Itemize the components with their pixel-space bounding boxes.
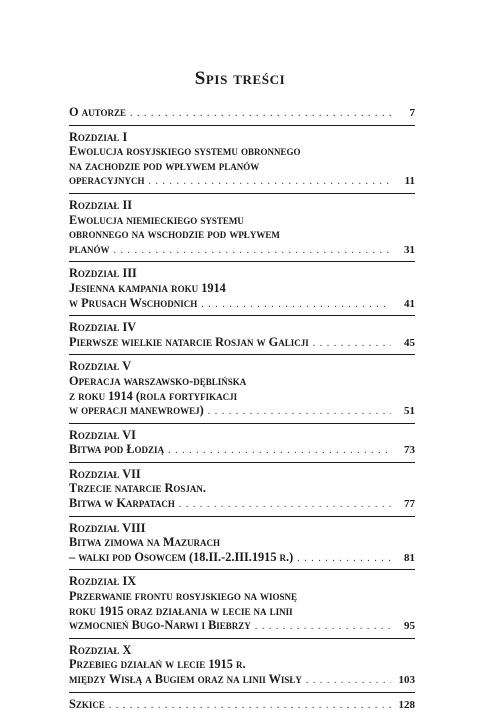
chapter-label: Rozdział VI — [69, 427, 136, 442]
toc-line-with-page — [69, 296, 415, 313]
toc-entry — [69, 697, 415, 713]
chapter-title-line: operacyjnych — [69, 173, 145, 188]
chapter-title-line: w operacji manewrowej) — [69, 403, 204, 418]
toc-line-with-page — [69, 242, 415, 259]
chapter-title-line: wzmocnień Bugo-Narwi i Biebrzy — [69, 618, 251, 633]
chapter-label: Rozdział IX — [69, 574, 137, 589]
page-number: 41 — [404, 297, 415, 310]
toc-entry — [69, 130, 415, 190]
divider — [69, 692, 415, 693]
chapter-title-line: Przerwanie frontu rosyjskiego na wiosnę — [69, 589, 298, 604]
chapter-title-line: roku 1915 oraz działania w lecie na linii — [69, 603, 293, 618]
dot-leader — [208, 405, 391, 420]
toc-line-with-page — [69, 442, 415, 459]
toc-line-with-page — [69, 496, 415, 513]
dot-leader — [255, 620, 391, 635]
toc-line-with-page — [69, 618, 415, 635]
page-number: 7 — [409, 107, 415, 119]
toc-entry — [69, 428, 415, 459]
page-number: 11 — [404, 175, 415, 188]
toc-entry — [69, 198, 415, 258]
toc-line-with-page — [69, 550, 415, 567]
chapter-label: Rozdział III — [69, 266, 137, 281]
page-number: 31 — [404, 243, 415, 256]
chapter-title-line: Jesienna kampania roku 1914 — [69, 280, 226, 295]
toc-line-with-page — [69, 335, 415, 352]
divider — [69, 125, 415, 126]
page-number: 51 — [404, 405, 415, 418]
chapter-title-line: Ewolucja niemieckiego systemu — [69, 212, 244, 227]
divider — [69, 315, 415, 316]
divider — [69, 193, 415, 194]
toc-entry — [69, 643, 415, 689]
divider — [69, 516, 415, 517]
divider — [69, 354, 415, 355]
toc-entry — [69, 574, 415, 634]
toc-line-with-page — [69, 672, 415, 689]
dot-leader — [168, 444, 391, 459]
chapter-title-line: Szkice — [69, 696, 105, 711]
chapter-title-line: Operacja warszawsko-dęblińska — [69, 373, 247, 388]
chapter-label: Rozdział VIII — [69, 520, 146, 535]
page-number: 81 — [404, 551, 415, 564]
chapter-title-line: obronnego na wschodzie pod wpływem — [69, 227, 280, 242]
dot-leader — [201, 298, 391, 313]
page-number: 103 — [398, 674, 415, 686]
toc-entry — [69, 359, 415, 419]
chapter-label: Rozdział IV — [69, 320, 137, 335]
chapter-title-line: Pierwsze wielkie natarcie Rosjan w Galicji — [69, 334, 309, 349]
chapter-title-line: Bitwa w Karpatach — [69, 496, 175, 511]
toc-line-with-page — [69, 697, 415, 713]
page-title: Spis treści — [194, 68, 286, 89]
divider — [69, 569, 415, 570]
chapter-title-line: z roku 1914 (rola fortyfikacji — [69, 388, 238, 403]
toc-entry — [69, 105, 415, 122]
chapter-label: Rozdział II — [69, 197, 133, 212]
toc-line-with-page — [69, 173, 415, 190]
toc-entry — [69, 266, 415, 312]
page-number: 95 — [404, 620, 415, 633]
toc-line-with-page — [69, 105, 415, 122]
chapter-title-line: O autorze — [69, 105, 126, 119]
toc-entry — [69, 521, 415, 567]
dot-leader — [149, 175, 392, 190]
page-number: 45 — [404, 336, 415, 349]
chapter-title-line: na zachodzie pod wpływem planów — [69, 158, 260, 173]
chapter-title-line: Ewolucja rosyjskiego systemu obronnego — [69, 144, 301, 159]
chapter-label: Rozdział VII — [69, 466, 141, 481]
toc-entry — [69, 467, 415, 513]
dot-leader — [297, 552, 391, 567]
chapter-title-line: między Wisłą a Bugiem oraz na linii Wisły — [69, 672, 302, 686]
page-number: 128 — [398, 698, 415, 711]
chapter-title-line: w Prusach Wschodnich — [69, 295, 198, 310]
toc-entry — [69, 320, 415, 351]
dot-leader — [114, 244, 392, 259]
dot-leader — [109, 699, 391, 713]
divider — [69, 638, 415, 639]
chapter-title-line: Bitwa pod Łodzią — [69, 442, 165, 457]
table-of-contents — [69, 105, 415, 713]
chapter-label: Rozdział X — [69, 642, 132, 657]
dot-leader — [313, 337, 391, 352]
chapter-title-line: – walki pod Osowcem (18.II.-2.III.1915 r.) — [69, 549, 294, 564]
chapter-title-line: Trzecie natarcie Rosjan. — [69, 481, 206, 496]
divider — [69, 462, 415, 463]
page-number: 73 — [404, 444, 415, 457]
chapter-label: Rozdział I — [69, 129, 128, 144]
dot-leader — [306, 674, 391, 689]
dot-leader — [130, 107, 391, 122]
chapter-title-line: Przebieg działań w lecie 1915 r. — [69, 657, 246, 672]
divider — [69, 261, 415, 262]
chapter-title-line: planów — [69, 241, 110, 256]
page-number: 77 — [404, 498, 415, 511]
divider — [69, 423, 415, 424]
toc-line-with-page — [69, 403, 415, 420]
chapter-label: Rozdział V — [69, 359, 132, 374]
dot-leader — [179, 498, 391, 513]
chapter-title-line: Bitwa zimowa na Mazurach — [69, 535, 221, 550]
